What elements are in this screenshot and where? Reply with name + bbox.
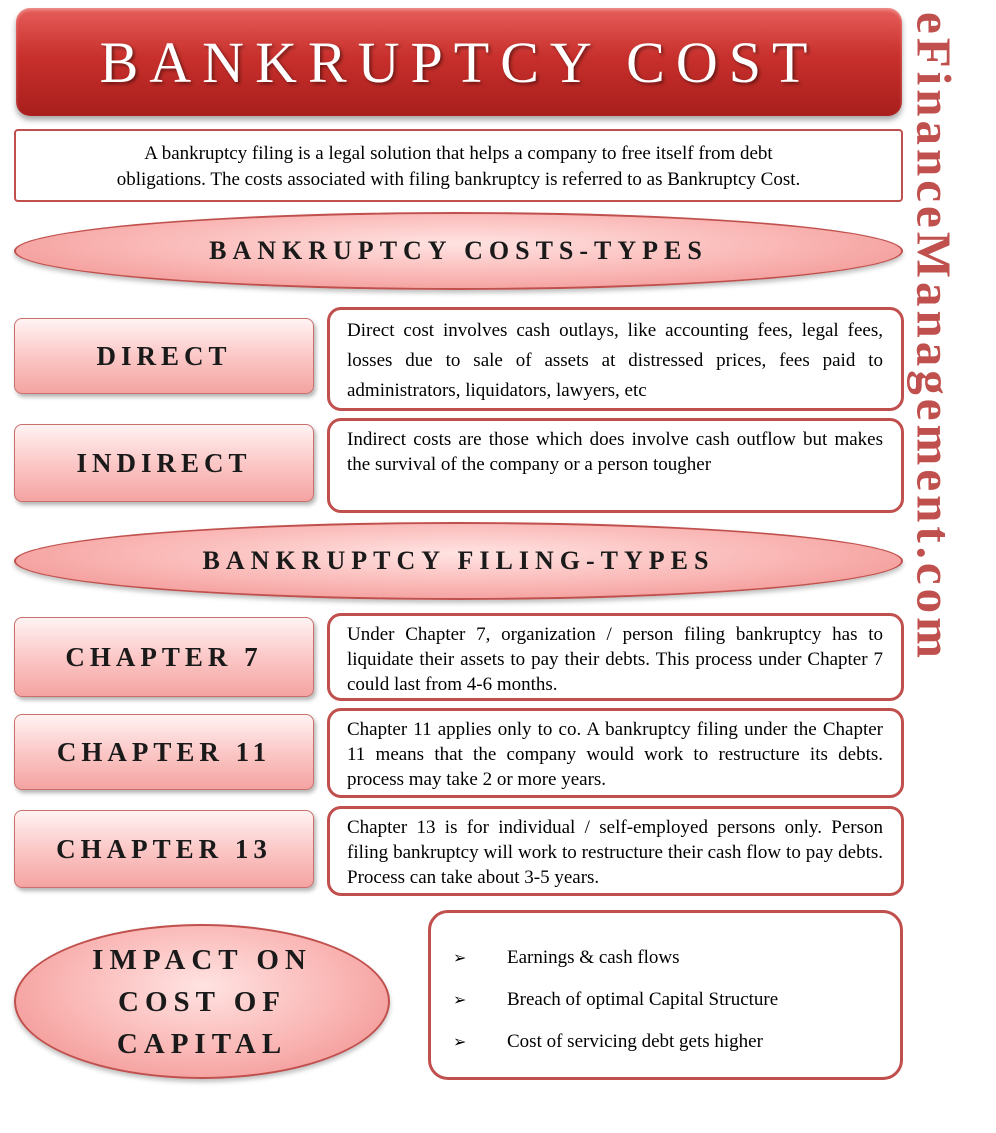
section-header-costs-types: [14, 212, 903, 290]
brand-text: eFinanceManagement.com: [906, 12, 962, 662]
label-indirect: [14, 424, 314, 502]
impact-list-box: [428, 910, 903, 1080]
intro-line-1: A bankruptcy filing is a legal solution that helps a company to free itself from debt: [144, 143, 773, 164]
label-chapter-13-text: CHAPTER 13: [56, 833, 272, 864]
title-banner: [16, 8, 902, 116]
desc-indirect: [327, 418, 904, 513]
arrow-bullet-icon: ➢: [453, 992, 467, 1009]
desc-chapter-11-text: Chapter 11 applies only to co. A bankruptcy filing under the Chapter 11 means that the company would work to restructure its debts. process may take 2 or more years.: [347, 719, 883, 790]
label-direct-text: DIRECT: [96, 340, 232, 371]
impact-label-line-1: IMPACT ON: [92, 943, 312, 976]
label-chapter-11: [14, 714, 314, 790]
list-item: [431, 1021, 900, 1063]
section-title-filing-types: BANKRUPTCY FILING-TYPES: [202, 546, 715, 575]
label-chapter-11-text: CHAPTER 11: [56, 736, 272, 767]
impact-oval: [14, 924, 390, 1079]
desc-direct-text: Direct cost involves cash outlays, like accounting fees, legal fees, losses due to sale of assets at distressed prices, fees paid to administrators, liquidators, lawyers, etc: [347, 320, 883, 401]
desc-chapter-11: [327, 708, 904, 798]
impact-label-line-3: CAPITAL: [116, 1027, 288, 1060]
list-item: [431, 979, 900, 1021]
section-header-filing-types: [14, 522, 903, 600]
section-title-costs-types: BANKRUPTCY COSTS-TYPES: [209, 236, 708, 265]
intro-box: [14, 129, 903, 202]
impact-item-text: Earnings & cash flows: [507, 947, 680, 968]
desc-direct: [327, 307, 904, 411]
label-chapter-7: [14, 617, 314, 697]
desc-chapter-7-text: Under Chapter 7, organization / person filing bankruptcy has to liquidate their assets to pay their debts. This process under Chapter 7 could last from 4-6 months.: [347, 624, 883, 695]
label-chapter-13: [14, 810, 314, 888]
list-item: [431, 937, 900, 979]
desc-chapter-7: [327, 613, 904, 701]
label-chapter-7-text: CHAPTER 7: [65, 641, 263, 672]
desc-chapter-13-text: Chapter 13 is for individual / self-employed persons only. Person filing bankruptcy will work to restructure their cash flow to pay debts. Process can take about 3-5 years.: [347, 817, 883, 888]
arrow-bullet-icon: ➢: [453, 950, 467, 967]
label-indirect-text: INDIRECT: [76, 447, 252, 478]
page-title: BANKRUPTCY COST: [99, 29, 819, 95]
impact-label-line-2: COST OF: [118, 985, 286, 1018]
arrow-bullet-icon: ➢: [453, 1034, 467, 1051]
impact-item-text: Cost of servicing debt gets higher: [507, 1031, 763, 1052]
impact-item-text: Breach of optimal Capital Structure: [507, 989, 779, 1010]
desc-chapter-13: [327, 806, 904, 896]
intro-line-2: obligations. The costs associated with filing bankruptcy is referred to as Bankruptcy Cost.: [116, 169, 801, 190]
desc-indirect-text: Indirect costs are those which does involve cash outflow but makes the survival of the company or a person tougher: [347, 429, 883, 475]
label-direct: [14, 318, 314, 394]
brand-watermark: [904, 12, 964, 1092]
